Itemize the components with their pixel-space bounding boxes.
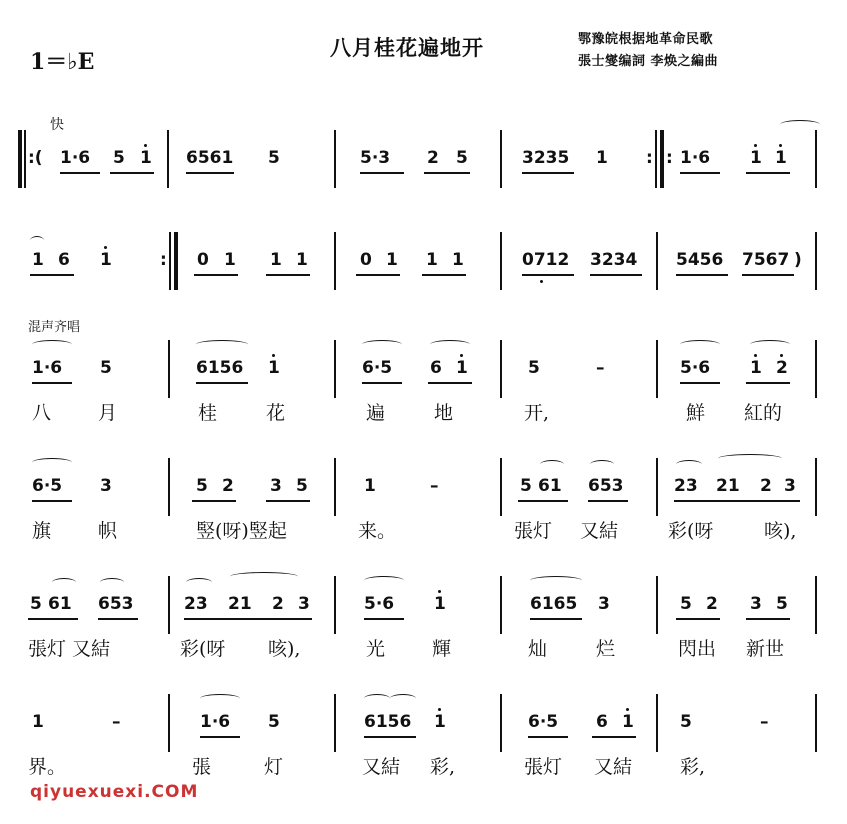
high-dot [144,144,147,147]
note: 0 [197,250,209,270]
beam [746,382,790,384]
note-group: 6156 [196,358,244,378]
beam [28,618,78,620]
note: 1 [270,250,282,270]
beam [110,172,154,174]
beam [424,172,470,174]
lyric: 咳), [764,520,797,542]
note: 1 [100,250,112,270]
barline [656,694,658,752]
barline [500,576,502,634]
lyric: 咳), [268,638,301,660]
note-group: 1·6 [32,358,63,378]
beam [196,382,248,384]
repeat-bar [18,130,22,188]
tie [430,340,470,349]
staff-line-5 [0,576,847,636]
lyric: 地 [434,402,454,424]
staff-line-1 [0,130,847,190]
beam [676,274,728,276]
tie [540,460,564,469]
beam [518,500,568,502]
note-group: 3234 [590,250,638,270]
note: 2 [760,476,772,496]
lyric: 輝 [432,638,452,660]
lyric: 彩, [430,756,456,778]
beam [60,172,100,174]
note-group: 61 [48,594,72,614]
note-group: 21 [716,476,740,496]
note-group: 1·6 [200,712,231,732]
barline [334,130,336,188]
high-dot [460,354,463,357]
lyric: 鮮 [686,402,706,424]
note-group: 1·6 [60,148,91,168]
tie [230,572,298,581]
tie [196,340,248,349]
note: 5 [296,476,308,496]
lyric: 彩, [680,756,706,778]
beam [528,736,568,738]
beam [364,618,404,620]
note: 2 [706,594,718,614]
beam [590,274,642,276]
note-group: 21 [228,594,252,614]
beam [746,618,790,620]
beam [422,274,466,276]
note-group: 6165 [530,594,578,614]
barline [656,340,658,398]
tie [780,120,820,129]
lyric: 旗 [32,520,52,542]
note: 1 [434,594,446,614]
note: 2 [272,594,284,614]
barline [656,576,658,634]
beam [30,274,74,276]
dash: – [760,712,769,732]
note: 1 [296,250,308,270]
barline [168,340,170,398]
beam [680,172,720,174]
lyric: 新世 [746,638,785,660]
watermark: qiyuexuexi.COM [30,782,199,802]
barline [815,130,817,188]
lyric: 紅的 [744,402,783,424]
credit-line-1: 鄂豫皖根据地革命民歌 [578,32,714,47]
barline [815,694,817,752]
beam [522,274,574,276]
note: 3 [784,476,796,496]
beam [184,618,312,620]
beam [428,382,472,384]
dash: – [112,712,121,732]
lyric: 張灯 [28,638,67,660]
barline [168,458,170,516]
staff-line-3 [0,340,847,400]
barline [500,694,502,752]
barline [815,232,817,290]
note-group: 5·6 [364,594,395,614]
staff-line-4 [0,458,847,518]
barline [815,576,817,634]
note-group: 23 [674,476,698,496]
note: 1 [434,712,446,732]
note: 3 [100,476,112,496]
note: 3 [270,476,282,496]
note-group: 7567 [742,250,790,270]
beam [200,736,240,738]
lyric: 月 [98,402,118,424]
staff-line-2 [0,232,847,292]
repeat-colon: : [666,148,673,168]
voice-marking: 混声齐唱 [28,320,81,335]
lyric: 閃出 [678,638,717,660]
high-dot [272,354,275,357]
beam [742,274,794,276]
lyric: 又結 [72,638,111,660]
note: 1 [224,250,236,270]
repeat-colon: : [646,148,653,168]
beam [364,736,416,738]
tie [200,694,240,703]
note: 1 [596,148,608,168]
lyric: 張灯 [514,520,553,542]
barline [815,458,817,516]
lyric: 遍 [366,402,386,424]
note: 5 [520,476,532,496]
note: 1 [750,148,762,168]
tie [364,694,390,703]
beam [592,736,636,738]
lyric: 八 [32,402,52,424]
low-dot [540,280,543,283]
note: 6 [596,712,608,732]
lyric: 光 [366,638,386,660]
note: 2 [427,148,439,168]
barline [167,130,169,188]
lyric: 灿 [528,638,548,660]
barline [169,232,171,290]
lyric: 又結 [594,756,633,778]
beam [32,382,72,384]
note: 3 [598,594,610,614]
lyric: 桂 [198,402,218,424]
beam [186,172,234,174]
beam [676,618,720,620]
tie [30,236,44,245]
tie [590,460,614,469]
lyric: 又結 [580,520,619,542]
barline [168,576,170,634]
beam [746,172,790,174]
barline [656,232,658,290]
beam [192,500,236,502]
beam [32,500,72,502]
note: 6 [430,358,442,378]
tempo-marking: 快 [50,117,64,133]
note: 1 [456,358,468,378]
tie [364,576,404,585]
tie [32,458,72,467]
note: 1 [140,148,152,168]
credit-line-2: 張士燮编詞 李焕之編曲 [578,54,719,69]
beam [680,382,720,384]
barline [655,130,657,188]
note: 1 [32,712,44,732]
note: 6 [58,250,70,270]
barline [334,340,336,398]
note: 5 [268,148,280,168]
note: 5 [776,594,788,614]
barline [815,340,817,398]
note: 1 [364,476,376,496]
tie [186,578,212,587]
note-group: 23 [184,594,208,614]
high-dot [780,354,783,357]
note-group: 6·5 [362,358,393,378]
tie [390,694,416,703]
note-group: 3235 [522,148,570,168]
beam [522,172,574,174]
note: 5 [268,712,280,732]
note: 5 [196,476,208,496]
note-group: 6561 [186,148,234,168]
note: 3 [298,594,310,614]
note: 1 [426,250,438,270]
note-group: 1·6 [680,148,711,168]
lyric: 来。 [358,520,397,542]
note: 2 [222,476,234,496]
note: 5 [100,358,112,378]
repeat-colon: :( [28,148,43,168]
note: 5 [30,594,42,614]
lyric: 張灯 [524,756,563,778]
barline [24,130,26,188]
note: 1 [32,250,44,270]
note-group: 6·5 [528,712,559,732]
high-dot [779,144,782,147]
tie [750,340,790,349]
note: 5 [680,712,692,732]
tie [32,340,72,349]
lyric: 灯 [264,756,284,778]
note: 1 [386,250,398,270]
lyric: 花 [266,402,286,424]
tie [362,340,402,349]
dash: – [596,358,605,378]
barline [334,694,336,752]
lyric: 开, [524,402,550,424]
note-group: 653 [588,476,624,496]
note: 5 [456,148,468,168]
barline [168,694,170,752]
note: 1 [750,358,762,378]
note-group: 6·5 [32,476,63,496]
dash: – [430,476,439,496]
lyric: 竪(呀)竪起 [196,520,287,542]
beam [674,500,800,502]
note-group: 5·6 [680,358,711,378]
beam [588,500,628,502]
lyric: 帜 [98,520,118,542]
staff-line-6 [0,694,847,754]
note: 1 [452,250,464,270]
barline [500,340,502,398]
note-group: 653 [98,594,134,614]
note-group: 6156 [364,712,412,732]
barline [656,458,658,516]
tie [530,576,582,585]
beam [194,274,238,276]
note-group: 61 [538,476,562,496]
repeat-bar [174,232,178,290]
note: 3 [750,594,762,614]
paren-close: ) [794,250,802,270]
barline [334,576,336,634]
beam [362,382,402,384]
high-dot [754,144,757,147]
barline [500,458,502,516]
beam [98,618,138,620]
note-group: 5·3 [360,148,391,168]
note: 5 [680,594,692,614]
lyric: 彩(呀 [668,520,714,542]
note-group: 5456 [676,250,724,270]
key-signature: 1＝♭E [30,49,95,75]
high-dot [754,354,757,357]
tie [100,578,124,587]
beam [266,500,310,502]
beam [356,274,400,276]
barline [334,458,336,516]
barline [500,130,502,188]
note: 1 [622,712,634,732]
barline [500,232,502,290]
beam [530,618,582,620]
lyric: 界。 [28,756,67,778]
high-dot [626,708,629,711]
note: 1 [775,148,787,168]
note: 5 [113,148,125,168]
note: 5 [528,358,540,378]
high-dot [438,708,441,711]
tie [680,340,720,349]
note: 0 [360,250,372,270]
note: 2 [776,358,788,378]
beam [360,172,404,174]
barline [334,232,336,290]
beam [266,274,310,276]
repeat-colon: : [160,250,167,270]
lyric: 又結 [362,756,401,778]
tie [52,578,76,587]
lyric: 張 [192,756,212,778]
tie [676,460,702,469]
lyric: 彩(呀 [180,638,226,660]
repeat-bar [660,130,664,188]
page-title: 八月桂花遍地开 [330,36,484,60]
high-dot [438,590,441,593]
high-dot [104,246,107,249]
lyric: 烂 [596,638,616,660]
note-group: 0712 [522,250,570,270]
note: 1 [268,358,280,378]
tie [718,454,782,463]
